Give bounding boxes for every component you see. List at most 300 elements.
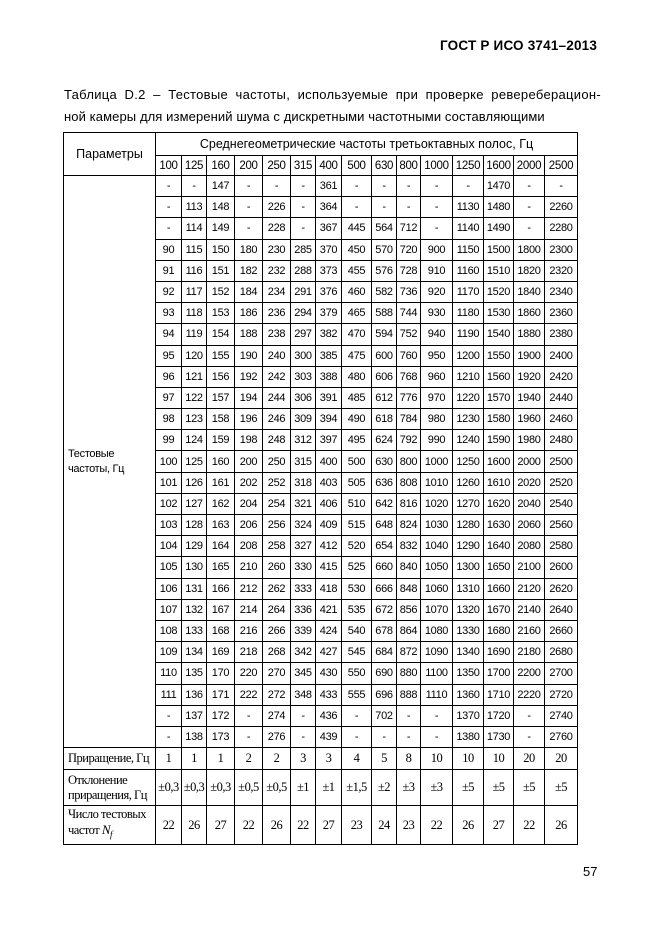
frequency-cell: 2060 <box>514 515 545 536</box>
frequency-cell: 300 <box>291 345 316 366</box>
frequency-cell: 104 <box>156 536 182 557</box>
deviation-cell: ±3 <box>421 770 453 806</box>
frequency-cell: 214 <box>235 599 263 620</box>
frequency-cell: 588 <box>372 303 397 324</box>
band-header: 630 <box>372 156 397 176</box>
frequency-cell: 1140 <box>453 218 484 239</box>
frequency-cell: 204 <box>235 493 263 514</box>
frequency-cell: 285 <box>291 239 316 260</box>
frequency-cell: 1580 <box>484 409 514 430</box>
frequency-cell: 1490 <box>484 218 514 239</box>
frequency-cell: 409 <box>316 515 342 536</box>
frequency-cell: 260 <box>263 557 291 578</box>
deviation-cell: ±3 <box>397 770 421 806</box>
count-symbol: $N_f$ <box>101 822 113 840</box>
document-id: ГОСТ Р ИСО 3741–2013 <box>440 38 598 53</box>
band-header: 1250 <box>453 156 484 176</box>
frequency-cell: - <box>291 197 316 218</box>
frequency-cell: 690 <box>372 663 397 684</box>
caption-line-2: ной камеры для измерений шума с дискретными частотными составляющими <box>64 109 545 124</box>
frequency-cell: 470 <box>342 324 372 345</box>
frequency-cell: 156 <box>207 366 235 387</box>
frequency-cell: 510 <box>342 493 372 514</box>
frequency-cell: 119 <box>182 324 207 345</box>
frequency-cell: 188 <box>235 324 263 345</box>
frequency-cell: 910 <box>421 260 453 281</box>
frequency-cell: 1010 <box>421 472 453 493</box>
frequency-cell: 122 <box>182 387 207 408</box>
frequency-cell: 400 <box>316 451 342 472</box>
frequency-cell: 234 <box>263 281 291 302</box>
frequency-cell: 361 <box>316 176 342 197</box>
frequency-cell: 2760 <box>545 726 578 747</box>
frequency-cell: 110 <box>156 663 182 684</box>
frequency-cell: 256 <box>263 515 291 536</box>
frequency-cell: 654 <box>372 536 397 557</box>
frequency-cell: 2160 <box>514 620 545 641</box>
frequency-cell: 391 <box>316 387 342 408</box>
frequency-cell: 254 <box>263 493 291 514</box>
frequency-cell: 2440 <box>545 387 578 408</box>
frequency-cell: 114 <box>182 218 207 239</box>
count-cell: 22 <box>291 806 316 845</box>
frequency-cell: 330 <box>291 557 316 578</box>
frequency-cell: 90 <box>156 239 182 260</box>
increment-cell: 1 <box>156 748 182 770</box>
frequency-cell: 107 <box>156 599 182 620</box>
frequency-cell: 1200 <box>453 345 484 366</box>
frequency-cell: 194 <box>235 387 263 408</box>
frequency-cell: - <box>291 176 316 197</box>
frequency-cell: 2480 <box>545 430 578 451</box>
count-cell: 26 <box>453 806 484 845</box>
frequency-cell: 2040 <box>514 493 545 514</box>
count-cell: 24 <box>372 806 397 845</box>
frequency-cell: 244 <box>263 387 291 408</box>
frequency-cell: 1980 <box>514 430 545 451</box>
frequency-cell: 702 <box>372 705 397 726</box>
frequency-cell: 131 <box>182 578 207 599</box>
frequency-cell: 540 <box>342 620 372 641</box>
table-row <box>64 176 578 197</box>
frequency-cell: 1730 <box>484 726 514 747</box>
frequency-cell: 696 <box>372 684 397 705</box>
frequency-cell: 133 <box>182 620 207 641</box>
frequency-cell: 427 <box>316 642 342 663</box>
frequency-cell: 1680 <box>484 620 514 641</box>
frequency-cell: 152 <box>207 281 235 302</box>
frequency-cell: 450 <box>342 239 372 260</box>
frequency-cell: 95 <box>156 345 182 366</box>
band-header: 100 <box>156 156 182 176</box>
frequency-cell: 268 <box>263 642 291 663</box>
frequency-cell: 208 <box>235 536 263 557</box>
frequency-cell: 1380 <box>453 726 484 747</box>
count-label <box>64 806 156 845</box>
frequency-cell: - <box>235 705 263 726</box>
frequency-cell: - <box>514 176 545 197</box>
frequency-cell: 1190 <box>453 324 484 345</box>
frequency-cell: 198 <box>235 430 263 451</box>
frequency-cell: 248 <box>263 430 291 451</box>
count-cell: 27 <box>484 806 514 845</box>
frequency-cell: - <box>421 726 453 747</box>
count-cell: 22 <box>235 806 263 845</box>
frequency-cell: 930 <box>421 303 453 324</box>
frequency-cell: 108 <box>156 620 182 641</box>
frequency-cell: 173 <box>207 726 235 747</box>
frequency-cell: 490 <box>342 409 372 430</box>
count-cell: 22 <box>514 806 545 845</box>
frequency-cell: 1550 <box>484 345 514 366</box>
frequency-cell: 720 <box>397 239 421 260</box>
frequency-cell: 246 <box>263 409 291 430</box>
frequency-cell: 1230 <box>453 409 484 430</box>
frequency-cell: 433 <box>316 684 342 705</box>
frequency-cell: 2320 <box>545 260 578 281</box>
frequency-cell: 1940 <box>514 387 545 408</box>
frequency-cell: - <box>372 726 397 747</box>
frequency-cell: 1270 <box>453 493 484 514</box>
frequency-cell: 439 <box>316 726 342 747</box>
frequency-cell: 1370 <box>453 705 484 726</box>
frequency-cell: 182 <box>235 260 263 281</box>
frequency-cell: 250 <box>263 451 291 472</box>
frequency-cell: 792 <box>397 430 421 451</box>
frequency-cell: 630 <box>372 451 397 472</box>
frequency-cell: 1250 <box>453 451 484 472</box>
frequency-cell: 228 <box>263 218 291 239</box>
frequency-cell: 291 <box>291 281 316 302</box>
frequency-cell: - <box>263 176 291 197</box>
increment-cell: 10 <box>453 748 484 770</box>
frequency-cell: 684 <box>372 642 397 663</box>
increment-cell: 5 <box>372 748 397 770</box>
band-header: 400 <box>316 156 342 176</box>
frequency-cell: 1030 <box>421 515 453 536</box>
frequency-cell: 151 <box>207 260 235 281</box>
frequency-cell: 266 <box>263 620 291 641</box>
frequency-cell: 832 <box>397 536 421 557</box>
frequency-cell: 1290 <box>453 536 484 557</box>
frequency-cell: 606 <box>372 366 397 387</box>
table-caption <box>64 84 601 128</box>
frequency-cell: 312 <box>291 430 316 451</box>
frequency-cell: 132 <box>182 599 207 620</box>
frequency-cell: 93 <box>156 303 182 324</box>
frequency-cell: 1020 <box>421 493 453 514</box>
frequency-cell: 327 <box>291 536 316 557</box>
frequency-cell: 288 <box>291 260 316 281</box>
frequency-cell: 1360 <box>453 684 484 705</box>
frequency-cell: 1110 <box>421 684 453 705</box>
frequency-cell: 752 <box>397 324 421 345</box>
frequency-cell: 648 <box>372 515 397 536</box>
frequency-cell: 465 <box>342 303 372 324</box>
frequency-cell: 154 <box>207 324 235 345</box>
frequency-cell: 342 <box>291 642 316 663</box>
frequency-cell: 1180 <box>453 303 484 324</box>
frequency-cell: 403 <box>316 472 342 493</box>
frequency-cell: 2380 <box>545 324 578 345</box>
frequency-cell: 1220 <box>453 387 484 408</box>
frequency-cell: - <box>372 176 397 197</box>
frequency-cell: 1670 <box>484 599 514 620</box>
frequency-cell: 824 <box>397 515 421 536</box>
frequency-cell: 200 <box>235 451 263 472</box>
frequency-cell: 475 <box>342 345 372 366</box>
frequency-cell: 1860 <box>514 303 545 324</box>
frequency-cell: 460 <box>342 281 372 302</box>
increment-cell: 8 <box>397 748 421 770</box>
frequency-cell: 270 <box>263 663 291 684</box>
frequency-cell: - <box>397 176 421 197</box>
frequency-cell: 1050 <box>421 557 453 578</box>
frequency-cell: - <box>156 218 182 239</box>
frequency-cell: 149 <box>207 218 235 239</box>
frequency-cell: 2220 <box>514 684 545 705</box>
frequency-cell: 1260 <box>453 472 484 493</box>
deviation-cell: ±5 <box>484 770 514 806</box>
frequency-cell: 1630 <box>484 515 514 536</box>
band-header: 800 <box>397 156 421 176</box>
frequency-cell: 136 <box>182 684 207 705</box>
frequency-cell: - <box>453 176 484 197</box>
band-header: 315 <box>291 156 316 176</box>
count-cell: 26 <box>182 806 207 845</box>
frequency-cell: 940 <box>421 324 453 345</box>
frequency-cell: 406 <box>316 493 342 514</box>
deviation-cell: ±5 <box>453 770 484 806</box>
frequency-cell: 2660 <box>545 620 578 641</box>
frequency-cell: 2280 <box>545 218 578 239</box>
frequency-cell: 103 <box>156 515 182 536</box>
count-cell: 23 <box>342 806 372 845</box>
frequency-cell: 226 <box>263 197 291 218</box>
frequency-cell: 158 <box>207 409 235 430</box>
frequency-cell: - <box>156 176 182 197</box>
frequency-cell: 2620 <box>545 578 578 599</box>
frequency-cell: - <box>291 726 316 747</box>
frequency-cell: 92 <box>156 281 182 302</box>
frequency-cell: 394 <box>316 409 342 430</box>
frequency-cell: 2120 <box>514 578 545 599</box>
frequency-cell: 91 <box>156 260 182 281</box>
frequency-cell: 94 <box>156 324 182 345</box>
frequency-cell: 2400 <box>545 345 578 366</box>
frequency-cell: 672 <box>372 599 397 620</box>
frequency-cell: 105 <box>156 557 182 578</box>
frequency-cell: 134 <box>182 642 207 663</box>
frequency-cell: 530 <box>342 578 372 599</box>
deviation-cell: ±0,5 <box>235 770 263 806</box>
frequency-cell: - <box>421 176 453 197</box>
frequency-cell: 800 <box>397 451 421 472</box>
frequency-cell: 164 <box>207 536 235 557</box>
frequency-cell: 776 <box>397 387 421 408</box>
frequency-cell: 582 <box>372 281 397 302</box>
frequency-cell: 784 <box>397 409 421 430</box>
frequency-cell: 2080 <box>514 536 545 557</box>
count-cell: 22 <box>421 806 453 845</box>
frequency-cell: 180 <box>235 239 263 260</box>
frequency-cell: 535 <box>342 599 372 620</box>
frequency-cell: 306 <box>291 387 316 408</box>
frequency-cell: 210 <box>235 557 263 578</box>
frequency-cell: 495 <box>342 430 372 451</box>
frequency-cell: 1660 <box>484 578 514 599</box>
frequency-cell: 202 <box>235 472 263 493</box>
frequency-cell: 167 <box>207 599 235 620</box>
frequency-cell: 712 <box>397 218 421 239</box>
frequency-cell: 264 <box>263 599 291 620</box>
frequency-cell: 2600 <box>545 557 578 578</box>
frequency-cell: 162 <box>207 493 235 514</box>
frequency-cell: 564 <box>372 218 397 239</box>
frequency-cell: 170 <box>207 663 235 684</box>
frequency-cell: 100 <box>156 451 182 472</box>
frequency-cell: 520 <box>342 536 372 557</box>
frequency-cell: 2360 <box>545 303 578 324</box>
frequency-cell: 1520 <box>484 281 514 302</box>
frequency-cell: - <box>342 726 372 747</box>
frequency-cell: 121 <box>182 366 207 387</box>
frequency-cell: 1900 <box>514 345 545 366</box>
frequency-cell: - <box>342 176 372 197</box>
frequency-cell: 1000 <box>421 451 453 472</box>
deviation-cell: ±1 <box>316 770 342 806</box>
frequency-cell: 412 <box>316 536 342 557</box>
increment-cell: 10 <box>484 748 514 770</box>
frequency-cell: 98 <box>156 409 182 430</box>
frequency-cell: 736 <box>397 281 421 302</box>
frequency-cell: 117 <box>182 281 207 302</box>
count-cell: 27 <box>316 806 342 845</box>
frequency-cell: - <box>156 197 182 218</box>
frequency-cell: 106 <box>156 578 182 599</box>
test-frequencies-table <box>63 132 578 845</box>
frequency-cell: 1700 <box>484 663 514 684</box>
frequency-cell: - <box>342 705 372 726</box>
frequency-cell: 379 <box>316 303 342 324</box>
frequency-cell: 2100 <box>514 557 545 578</box>
frequency-cell: 415 <box>316 557 342 578</box>
deviation-cell: ±0,3 <box>207 770 235 806</box>
frequency-cell: 123 <box>182 409 207 430</box>
frequency-cell: 262 <box>263 578 291 599</box>
frequency-cell: 1590 <box>484 430 514 451</box>
frequency-cell: 232 <box>263 260 291 281</box>
frequency-cell: 642 <box>372 493 397 514</box>
frequency-cell: 128 <box>182 515 207 536</box>
band-header: 200 <box>235 156 263 176</box>
frequency-cell: 744 <box>397 303 421 324</box>
frequency-cell: 129 <box>182 536 207 557</box>
count-cell: 27 <box>207 806 235 845</box>
frequency-cell: 315 <box>291 451 316 472</box>
frequency-cell: 157 <box>207 387 235 408</box>
frequency-cell: 1690 <box>484 642 514 663</box>
frequency-cell: 888 <box>397 684 421 705</box>
frequency-cell: 333 <box>291 578 316 599</box>
frequency-cell: 155 <box>207 345 235 366</box>
deviation-cell: ±1 <box>291 770 316 806</box>
frequency-cell: 768 <box>397 366 421 387</box>
frequency-cell: 125 <box>182 451 207 472</box>
frequency-cell: 345 <box>291 663 316 684</box>
frequency-cell: 160 <box>207 451 235 472</box>
frequency-cell: 2200 <box>514 663 545 684</box>
frequency-cell: - <box>514 197 545 218</box>
frequency-cell: 186 <box>235 303 263 324</box>
frequency-cell: 163 <box>207 515 235 536</box>
frequency-cell: 1510 <box>484 260 514 281</box>
frequency-cell: 236 <box>263 303 291 324</box>
frequency-cell: - <box>235 218 263 239</box>
frequency-cell: 373 <box>316 260 342 281</box>
frequency-cell: 424 <box>316 620 342 641</box>
frequency-cell: - <box>235 197 263 218</box>
frequency-cell: 171 <box>207 684 235 705</box>
frequency-cell: - <box>514 705 545 726</box>
frequency-cell: 840 <box>397 557 421 578</box>
frequency-cell: 1960 <box>514 409 545 430</box>
frequency-cell: 1130 <box>453 197 484 218</box>
band-header: 1000 <box>421 156 453 176</box>
frequency-cell: 111 <box>156 684 182 705</box>
frequency-cell: 2340 <box>545 281 578 302</box>
frequency-cell: 2180 <box>514 642 545 663</box>
frequency-cell: 872 <box>397 642 421 663</box>
frequency-cell: 96 <box>156 366 182 387</box>
frequency-cell: 1280 <box>453 515 484 536</box>
frequency-cell: - <box>514 218 545 239</box>
frequency-cell: - <box>421 705 453 726</box>
frequency-cell: 900 <box>421 239 453 260</box>
frequency-cell: 570 <box>372 239 397 260</box>
frequency-cell: 1070 <box>421 599 453 620</box>
frequency-cell: 525 <box>342 557 372 578</box>
count-cell: 26 <box>263 806 291 845</box>
frequency-cell: 485 <box>342 387 372 408</box>
frequency-cell: 196 <box>235 409 263 430</box>
frequency-cell: 1240 <box>453 430 484 451</box>
frequency-cell: 240 <box>263 345 291 366</box>
frequency-cell: 161 <box>207 472 235 493</box>
frequency-cell: - <box>397 197 421 218</box>
increment-cell: 3 <box>291 748 316 770</box>
frequency-cell: 421 <box>316 599 342 620</box>
frequency-cell: 555 <box>342 684 372 705</box>
frequency-cell: 480 <box>342 366 372 387</box>
frequency-cell: 666 <box>372 578 397 599</box>
frequency-cell: 1300 <box>453 557 484 578</box>
frequency-cell: 864 <box>397 620 421 641</box>
frequency-cell: 148 <box>207 197 235 218</box>
frequency-cell: 220 <box>235 663 263 684</box>
frequency-cell: 1920 <box>514 366 545 387</box>
frequency-cell: - <box>397 705 421 726</box>
frequency-cell: 242 <box>263 366 291 387</box>
frequency-cell: 382 <box>316 324 342 345</box>
deviation-cell: ±5 <box>514 770 545 806</box>
frequency-cell: 1470 <box>484 176 514 197</box>
frequency-cell: 318 <box>291 472 316 493</box>
frequency-cell: 2140 <box>514 599 545 620</box>
frequency-cell: - <box>156 705 182 726</box>
frequency-cell: 238 <box>263 324 291 345</box>
frequency-cell: 1100 <box>421 663 453 684</box>
